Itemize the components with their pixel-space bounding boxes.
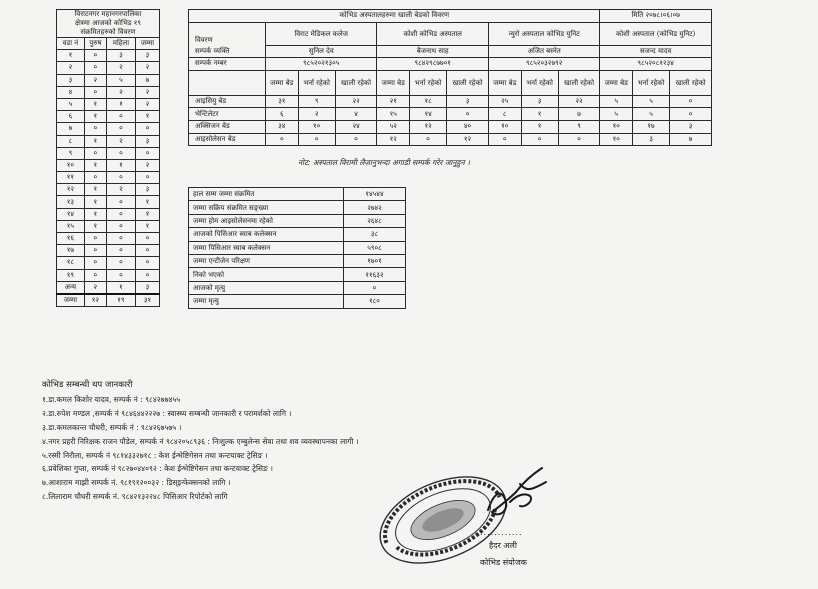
bed-cell: २ (298, 108, 335, 121)
bed-row-label: आइसियु बेड (189, 95, 266, 108)
signature (480, 462, 552, 526)
summary-value: २६४८ (344, 214, 406, 227)
ward-cell: २ (135, 86, 159, 98)
summary-value: १७०१ (344, 254, 406, 267)
ward-cell: ० (84, 269, 106, 281)
contact-person-row (189, 45, 712, 58)
hospital-name: कोशी कोभिड अस्पताल (377, 22, 488, 45)
ward-cell: २ (135, 98, 159, 110)
summary-value: २७४२ (344, 201, 406, 214)
summary-value: ११६३२ (344, 268, 406, 281)
bed-cell: ० (266, 133, 299, 146)
bed-subheader: भर्ना रहेको (521, 70, 558, 95)
ward-row (57, 86, 160, 98)
ward-col-header: वडा नं (57, 38, 85, 50)
summary-row (189, 295, 406, 308)
ward-row (57, 184, 160, 196)
summary-row (189, 228, 406, 241)
bed-cell: ३ (521, 95, 558, 108)
summary-value: १८० (344, 295, 406, 308)
ward-row (57, 147, 160, 159)
contact-number-row (189, 58, 712, 71)
ward-col-header: पुरुष (84, 38, 106, 50)
ward-cell: ० (135, 172, 159, 184)
bed-cell: ५ (633, 108, 670, 121)
bed-table-title: कोभिड अस्पतालहरुमा खाली बेडको विवरण (189, 10, 600, 23)
ward-cell: १२ (57, 184, 85, 196)
ward-cell: ० (106, 269, 135, 281)
bed-cell: ३ (670, 120, 712, 133)
contact-person: बैजनाथ साह (377, 45, 488, 58)
header-label: विवरण (195, 36, 213, 45)
bed-cell: १० (298, 120, 335, 133)
bed-cell: १ (521, 108, 558, 121)
summary-row (189, 241, 406, 254)
ward-cell: ० (84, 86, 106, 98)
bed-subheader-row (189, 70, 712, 95)
ward-cell: ७ (57, 123, 85, 135)
ward-cell: ३ (135, 50, 159, 62)
contact-number: ९८४२९८७७०१ (377, 58, 488, 71)
ward-cell: ३ (57, 74, 85, 86)
signature-line: ............ (480, 528, 523, 537)
contact-number: ९८५२०२१३०५ (266, 58, 377, 71)
contact-person: सुनिल देव (266, 45, 377, 58)
bed-cell: ५२ (377, 120, 410, 133)
bed-cell: ० (410, 133, 447, 146)
summary-label: हाल सम्म जम्मा संक्रमित (189, 188, 344, 201)
summary-row (189, 214, 406, 227)
bed-availability-table (188, 9, 712, 146)
ward-cell: १० (57, 159, 85, 171)
summary-value: ० (344, 281, 406, 294)
ward-cell: १८ (57, 257, 85, 269)
bed-subheader: भर्ना रहेको (633, 70, 670, 95)
header-label-cell (189, 22, 266, 58)
ward-col-header: महिला (106, 38, 135, 50)
contact-person: अजित बस्नेत (488, 45, 599, 58)
ward-row (57, 135, 160, 147)
ward-cell: ० (106, 233, 135, 245)
bed-cell: २४ (335, 120, 377, 133)
contact-item: ६.प्रवेशिका गुप्ता, सम्पर्क नं ९८२७०४४०९२ : केश ईन्भेष्टिगेसन तथा कन्टयाक्ट ट्रेसिङ । (42, 464, 274, 474)
summary-row (189, 281, 406, 294)
bed-cell: ० (670, 108, 712, 121)
ward-cell: ३ (135, 281, 159, 294)
summary-value: ३८ (344, 228, 406, 241)
ward-cell: ३ (135, 135, 159, 147)
bed-row (189, 95, 712, 108)
ward-cell: १९ (57, 269, 85, 281)
ward-cell: २ (135, 62, 159, 74)
ward-row (57, 233, 160, 245)
ward-row (57, 74, 160, 86)
ward-cell: १ (135, 220, 159, 232)
bed-subheader: जम्मा बेड (600, 70, 633, 95)
ward-cell: ० (135, 233, 159, 245)
bed-row-label: भेन्टिलेटर (189, 108, 266, 121)
ward-total-cell: १९ (106, 294, 135, 307)
ward-cell: १ (135, 111, 159, 123)
summary-row (189, 268, 406, 281)
ward-cell: ० (84, 50, 106, 62)
bed-row-label: अक्सिजन बेड (189, 120, 266, 133)
summary-label: निको भएको (189, 268, 344, 281)
contact-item: ५.रस्मी निरौला, सम्पर्क नं ९८१४३३२७१८ : केश ईन्भेष्टिगेसन तथा कन्टयाक्ट ट्रेसिङ । (42, 450, 268, 460)
ward-table-title (57, 10, 160, 38)
contact-item: ३.डा.कमलकान्त चौधरी, सम्पर्क नं : ९८४२६७५७५ । (42, 422, 182, 432)
bed-cell: १२ (447, 133, 489, 146)
bed-cell: २२ (335, 95, 377, 108)
ward-row (57, 281, 160, 294)
bed-cell: २५ (488, 95, 521, 108)
ward-cell: ७ (135, 74, 159, 86)
ward-cell: २ (106, 184, 135, 196)
ward-cell: १ (106, 159, 135, 171)
ward-total-cell: १२ (84, 294, 106, 307)
bed-cell: ३ (447, 95, 489, 108)
ward-title-line: क्षेत्रमा आजको कोभिड १९ (74, 19, 142, 27)
hospital-name: न्युरो अस्पताल कोभिड युनिट (488, 22, 599, 45)
ward-title-row (57, 10, 160, 38)
ward-cell: १ (84, 159, 106, 171)
summary-label: जम्मा सक्रिय संक्रमित सङ्ख्या (189, 201, 344, 214)
bed-row (189, 108, 712, 121)
summary-label: जम्मा होम आइसोलेसनमा रहेको (189, 214, 344, 227)
bed-cell: ४० (447, 120, 489, 133)
ward-title-line: विराटनगर महानगरपालिका (74, 10, 142, 18)
ward-cell: ० (106, 196, 135, 208)
contact-person-label: सम्पर्क व्यक्ति (195, 47, 230, 56)
bed-cell: १५ (377, 108, 410, 121)
bed-cell: ६ (266, 108, 299, 121)
contacts-list (42, 393, 359, 504)
bed-subheader: जम्मा बेड (266, 70, 299, 95)
contact-item: ४.नगर प्रहरी निरिक्षक राजन पौडेल, सम्पर्क नं ९८४२०५८९३६ : निःशुल्क एम्बुलेन्स सेवा तथा शव व्यवस्थापनका लागी । (42, 436, 359, 446)
ward-total-row (57, 294, 160, 307)
bed-cell: २२ (558, 95, 600, 108)
contact-number-label: सम्पर्क नम्बर (189, 58, 266, 71)
ward-cell: ० (135, 147, 159, 159)
ward-cell: १ (84, 184, 106, 196)
ward-cell: २ (57, 62, 85, 74)
ward-cell: ० (84, 172, 106, 184)
bed-table-date: मिति २०७८।०६।०७ (600, 10, 712, 23)
ward-col-header: जम्मा (135, 38, 159, 50)
bed-cell: ० (447, 108, 489, 121)
ward-cell: ० (84, 147, 106, 159)
ward-title-line: संक्रमितहरुको विवरण (80, 28, 136, 36)
ward-cell: १ (135, 208, 159, 220)
bed-cell: ३ (633, 133, 670, 146)
bed-subheader: भर्ना रहेको (410, 70, 447, 95)
summary-label: जम्मा मृत्यु (189, 295, 344, 308)
ward-row (57, 159, 160, 171)
ward-cell: ० (106, 111, 135, 123)
bed-subheader: जम्मा बेड (488, 70, 521, 95)
bed-cell: १८ (410, 95, 447, 108)
ward-cell: ११ (57, 172, 85, 184)
ward-cell: ५ (106, 74, 135, 86)
ward-cell: ० (84, 233, 106, 245)
summary-label: जम्मा पिसिआर स्वाब कलेक्सन (189, 241, 344, 254)
bed-cell: १० (600, 133, 633, 146)
summary-label: आजको मृत्यु (189, 281, 344, 294)
bed-cell: २१ (377, 95, 410, 108)
bed-row (189, 120, 712, 133)
summary-row (189, 201, 406, 214)
signer-name: हैदर अली (489, 541, 517, 550)
ward-cell: ० (135, 269, 159, 281)
ward-cell: ० (84, 123, 106, 135)
ward-cell: ० (106, 245, 135, 257)
summary-label: जम्मा एन्टीजेन परिक्षण (189, 254, 344, 267)
ward-cell: १ (106, 98, 135, 110)
bed-row (189, 133, 712, 146)
ward-cell: ८ (57, 135, 85, 147)
ward-cell: १ (84, 220, 106, 232)
bed-cell: १० (488, 120, 521, 133)
summary-value: ५९०८ (344, 241, 406, 254)
ward-cell: ० (106, 257, 135, 269)
bed-subheader: जम्मा बेड (377, 70, 410, 95)
ward-cell: १५ (57, 220, 85, 232)
bed-cell: ७ (670, 133, 712, 146)
ward-row (57, 245, 160, 257)
ward-cell: ० (84, 62, 106, 74)
ward-cell: १ (84, 135, 106, 147)
bed-subheader: खाली रहेको (558, 70, 600, 95)
bed-cell: १२ (410, 120, 447, 133)
ward-cell: ० (106, 147, 135, 159)
bed-cell: ० (521, 133, 558, 146)
ward-cell: ० (84, 257, 106, 269)
ward-total-cell: जम्मा (57, 294, 85, 307)
summary-row (189, 254, 406, 267)
contact-item: २.डा.रुपेश मण्डल ,सम्पर्क नं ९८४६४४२२२७ : स्वास्थ्य सम्बन्धी जानकारी र परामर्शको लागि । (42, 408, 292, 418)
bed-cell: ० (298, 133, 335, 146)
bed-subheader: भर्ना रहेको (298, 70, 335, 95)
ward-infection-table (56, 9, 160, 307)
contact-item: १.डा.कमल किशोर यादव, सम्पर्क नं : ९८४२७७४५५ (42, 394, 181, 404)
contact-item: ७.आशाराम माझी सम्पर्क नं. ९८१९१२००३२ : डिस्इन्फेक्सनको लागि । (42, 478, 231, 488)
ward-row (57, 208, 160, 220)
bed-cell: ५ (600, 95, 633, 108)
ward-cell: २ (135, 159, 159, 171)
ward-cell: ० (135, 257, 159, 269)
ward-cell: ० (106, 208, 135, 220)
ward-cell: १ (84, 208, 106, 220)
bed-cell: १ (521, 120, 558, 133)
ward-cell: अन्य (57, 281, 85, 294)
bed-cell: ० (670, 95, 712, 108)
bed-cell: १० (600, 120, 633, 133)
bed-row-label: आइसोलेसन बेड (189, 133, 266, 146)
ward-cell: १ (57, 50, 85, 62)
ward-cell: ४ (57, 86, 85, 98)
bed-cell: १७ (633, 120, 670, 133)
contact-number: ९८५२०८१२३४ (600, 58, 712, 71)
ward-cell: २ (84, 74, 106, 86)
ward-cell: १७ (57, 245, 85, 257)
ward-row (57, 196, 160, 208)
ward-cell: ३ (106, 50, 135, 62)
contact-person: सजन्द यादव (600, 45, 712, 58)
ward-cell: ० (106, 220, 135, 232)
ward-row (57, 269, 160, 281)
ward-cell: २ (106, 86, 135, 98)
bed-cell: ३४ (266, 120, 299, 133)
ward-cell: ३ (135, 184, 159, 196)
hospital-name: कोशी अस्पताल (कोभिड युनिट) (600, 22, 712, 45)
bed-cell: ९ (558, 120, 600, 133)
blank-cell (189, 70, 266, 95)
ward-cell: ० (135, 123, 159, 135)
bed-cell: ० (558, 133, 600, 146)
ward-cell: ० (106, 123, 135, 135)
ward-cell: १६ (57, 233, 85, 245)
bed-cell: ९ (298, 95, 335, 108)
ward-cell: १४ (57, 208, 85, 220)
bed-cell: ७ (558, 108, 600, 121)
ward-header-row (57, 38, 160, 50)
ward-row (57, 257, 160, 269)
ward-row (57, 62, 160, 74)
ward-cell: ६ (57, 111, 85, 123)
bed-cell: ४ (335, 108, 377, 121)
ward-cell: १ (84, 98, 106, 110)
bed-cell: १२ (377, 133, 410, 146)
ward-cell: ० (106, 172, 135, 184)
ward-row (57, 220, 160, 232)
bed-note: नोट: अस्पताल विरामी लैजानुभन्दा अगाडी सम्पर्क गरेर जानुहुन । (298, 158, 470, 167)
signer-title: कोभिड संयोजक (480, 558, 527, 567)
ward-cell: ५ (57, 98, 85, 110)
bed-cell: ० (335, 133, 377, 146)
bed-cell: ३१ (266, 95, 299, 108)
ward-cell: १ (135, 196, 159, 208)
bed-title-row (189, 10, 712, 23)
ward-cell: २ (106, 135, 135, 147)
ward-row (57, 172, 160, 184)
ward-row (57, 98, 160, 110)
contacts-section (42, 379, 359, 504)
ward-cell: १ (106, 281, 135, 294)
hospital-row (189, 22, 712, 45)
ward-cell: ० (135, 245, 159, 257)
summary-row (189, 188, 406, 201)
bed-cell: १४ (410, 108, 447, 121)
ward-cell: १ (84, 111, 106, 123)
bed-cell: ५ (633, 95, 670, 108)
summary-table (188, 187, 406, 309)
ward-cell: १ (84, 196, 106, 208)
summary-value: १४५४४ (344, 188, 406, 201)
bed-subheader: खाली रहेको (447, 70, 489, 95)
ward-row (57, 123, 160, 135)
bed-cell: ५ (600, 108, 633, 121)
bed-cell: ८ (488, 108, 521, 121)
ward-cell: ९ (57, 147, 85, 159)
contact-item: ८.लिलाराम चौधरी सम्पर्क नं. ९८४२१३२२४८ पिसिआर रिपोर्टको लागि (42, 492, 228, 502)
ward-cell: १३ (57, 196, 85, 208)
bed-subheader: खाली रहेको (670, 70, 712, 95)
ward-cell: २ (84, 281, 106, 294)
ward-row (57, 111, 160, 123)
bed-cell: ० (488, 133, 521, 146)
contacts-title: कोभिड सम्बन्धी थप जानकारी (42, 380, 133, 390)
ward-cell: २ (106, 62, 135, 74)
ward-cell: ० (84, 245, 106, 257)
contact-number: ९८५२०३२७९२ (488, 58, 599, 71)
ward-row (57, 50, 160, 62)
hospital-name: विराट मेडिकल कलेज (266, 22, 377, 45)
summary-label: आजको पिसिआर स्वाब कलेक्सन (189, 228, 344, 241)
ward-total-cell: ३१ (135, 294, 159, 307)
bed-subheader: खाली रहेको (335, 70, 377, 95)
